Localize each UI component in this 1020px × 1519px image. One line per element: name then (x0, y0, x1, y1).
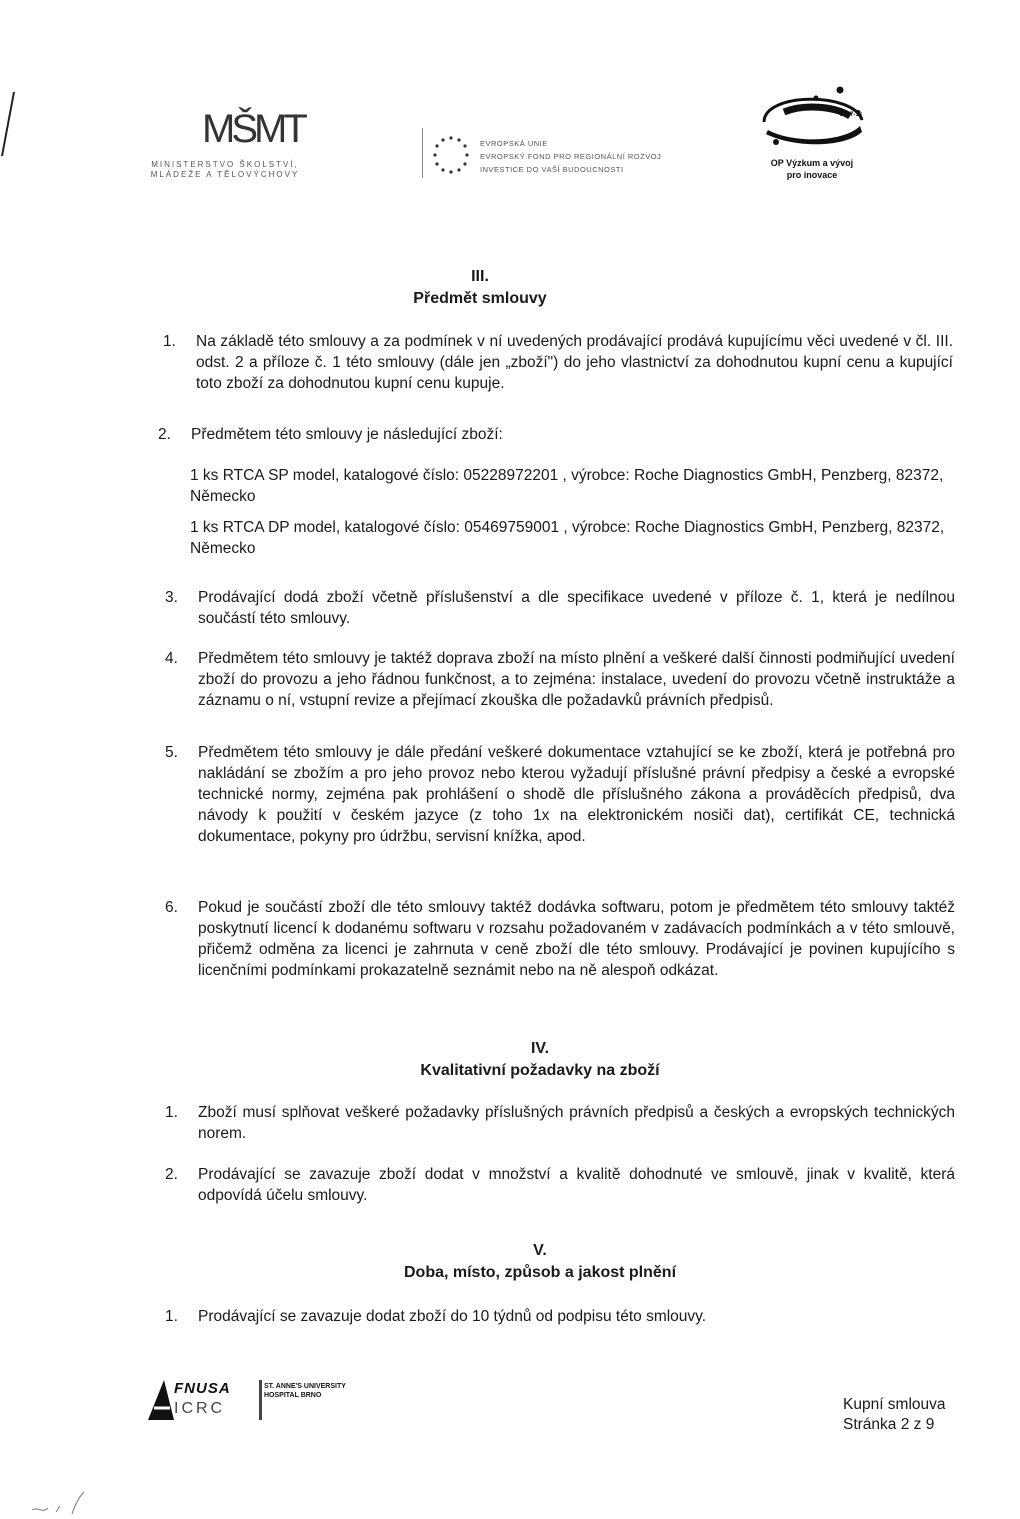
item-number: 2. (165, 1166, 178, 1183)
section-4-number: IV. (530, 1040, 550, 1057)
op-logo-text (752, 157, 872, 181)
svg-text:MŠMT: MŠMT (202, 107, 304, 151)
eu-text-line-1: EVROPSKÁ UNIE (480, 139, 548, 148)
msmt-text-line-1: MINISTERSTVO ŠKOLSTVÍ, (151, 160, 299, 169)
footer-page-info (843, 1395, 946, 1435)
univ-line-1: ST. ANNE'S UNIVERSITY (264, 1383, 346, 1390)
op-text-line-1: OP Výzkum a vývoj (770, 158, 854, 168)
fnusa-divider (259, 1380, 262, 1420)
item-text: Předmětem této smlouvy je dále předání veškeré dokumentace vztahující se ke zboží, která je potřebná pro nakládání se zbožím a pro jeho provoz nebo kterou vyžadují příslušné právní předpisy a české a evropské technické normy, zejména pak prohlášení o shodě dle příslušného zákona a prováděcích předpisů, dva návody k použití v českém jazyce (z toho 1x na elektronickém nosiči dat), certifikát CE, technická dokumentace, pokyny pro údržbu, servisní knížka, apod. (198, 744, 955, 845)
icrc-name: ICRC (174, 1400, 226, 1417)
eu-logo-text (480, 137, 661, 176)
item-number: 1. (165, 1104, 178, 1121)
section-3-number: III. (471, 268, 489, 285)
section-5-number: V. (533, 1242, 547, 1259)
item-text: Prodávající dodá zboží včetně příslušenství a dle specifikace uvedené v příloze č. 1, která je nedílnou součástí této smlouvy. (198, 589, 955, 627)
goods-item-2: 1 ks RTCA DP model, katalogové číslo: 05469759001 , výrobce: Roche Diagnostics GmbH, Penzberg, 82372, Německo (190, 519, 945, 557)
item-number: 6. (165, 899, 178, 916)
scan-scribble-mark (30, 1488, 90, 1518)
section-5-title: Doba, místo, způsob a jakost plnění (403, 1264, 677, 1281)
item-text: Prodávající se zavazuje dodat zboží do 10 týdnů od podpisu této smlouvy. (198, 1308, 707, 1325)
item-number: 2. (158, 426, 171, 443)
fnusa-university-text (264, 1382, 346, 1400)
fnusa-name: FNUSA (174, 1380, 231, 1397)
msmt-text-line-2: MLÁDEŽE A TĚLOVÝCHOVY (150, 170, 300, 179)
section-3-title: Předmět smlouvy (413, 290, 547, 307)
msmt-logo-mark (200, 100, 304, 155)
op-swoosh-icon (754, 82, 870, 154)
item-number: 3. (165, 589, 178, 606)
item-text: Zboží musí splňovat veškeré požadavky příslušných právních předpisů a českých a evropských technických norem. (198, 1104, 955, 1142)
section-4-title: Kvalitativní požadavky na zboží (420, 1062, 660, 1079)
goods-item-1: 1 ks RTCA SP model, katalogové číslo: 05228972201 , výrobce: Roche Diagnostics GmbH, Penzberg, 82372, Německo (190, 467, 944, 505)
item-text: Předmětem této smlouvy je následující zboží: (191, 426, 503, 443)
eu-divider (422, 128, 423, 178)
item-number: 4. (165, 650, 178, 667)
margin-scan-line (0, 90, 20, 160)
footer-doc-name: Kupní smlouva (843, 1396, 946, 1413)
univ-line-2: HOSPITAL BRNO (264, 1392, 322, 1399)
fnusa-logo (146, 1378, 446, 1428)
eu-text-line-2: EVROPSKÝ FOND PRO REGIONÁLNÍ ROZVOJ (480, 152, 662, 161)
item-text: Předmětem této smlouvy je taktéž doprava zboží na místo plnění a veškeré další činnosti podmiňující uvedení zboží do provozu a jeho řádnou funkčnost, a to zejména: instalace, uvedení do provozu včetně instruktáže a záznamu o ní, vstupní revize a přejímací zkouška dle požadavků právních předpisů. (198, 650, 955, 709)
footer-page-number: Stránka 2 z 9 (843, 1416, 935, 1433)
eu-text-line-3: INVESTICE DO VAŠÍ BUDOUCNOSTI (480, 165, 624, 174)
msmt-logo (140, 100, 304, 185)
item-text: Prodávající se zavazuje zboží dodat v množství a kvalitě dohodnuté ve smlouvě, jinak v kvalitě, která odpovídá účelu smlouvy. (198, 1166, 955, 1204)
op-vavpi-logo (752, 82, 872, 182)
op-year: 2007-13 (840, 112, 863, 118)
fnusa-triangle-icon (146, 1378, 176, 1422)
eu-stars-icon (426, 130, 476, 180)
op-text-line-2: pro inovace (786, 170, 838, 180)
eu-logo (422, 128, 722, 183)
item-text: Na základě této smlouvy a za podmínek v ní uvedených prodávající prodává kupujícímu věci uvedené v čl. III. odst. 2 a příloze č. 1 této smlouvy (dále jen „zboží") do jeho vlastnictví za dohodnutou kupní cenu a kupující toto zboží za dohodnutou kupní cenu kupuje. (196, 333, 953, 392)
item-number: 1. (163, 333, 176, 350)
item-text: Pokud je součástí zboží dle této smlouvy taktéž dodávka softwaru, potom je předmětem této smlouvy taktéž poskytnutí licencí k dodanému softwaru v rozsahu požadovaném v zadávacích podmínkách a v této smlouvě, přičemž odměna za licenci je zahrnuta v ceně zboží dle této smlouvy. Prodávající je povinen kupujícího s licenčními podmínkami prokazatelně seznámit nebo na ně alespoň odkázat. (198, 899, 955, 979)
item-number: 1. (165, 1308, 178, 1325)
msmt-logo-text (140, 160, 310, 180)
item-number: 5. (165, 744, 178, 761)
